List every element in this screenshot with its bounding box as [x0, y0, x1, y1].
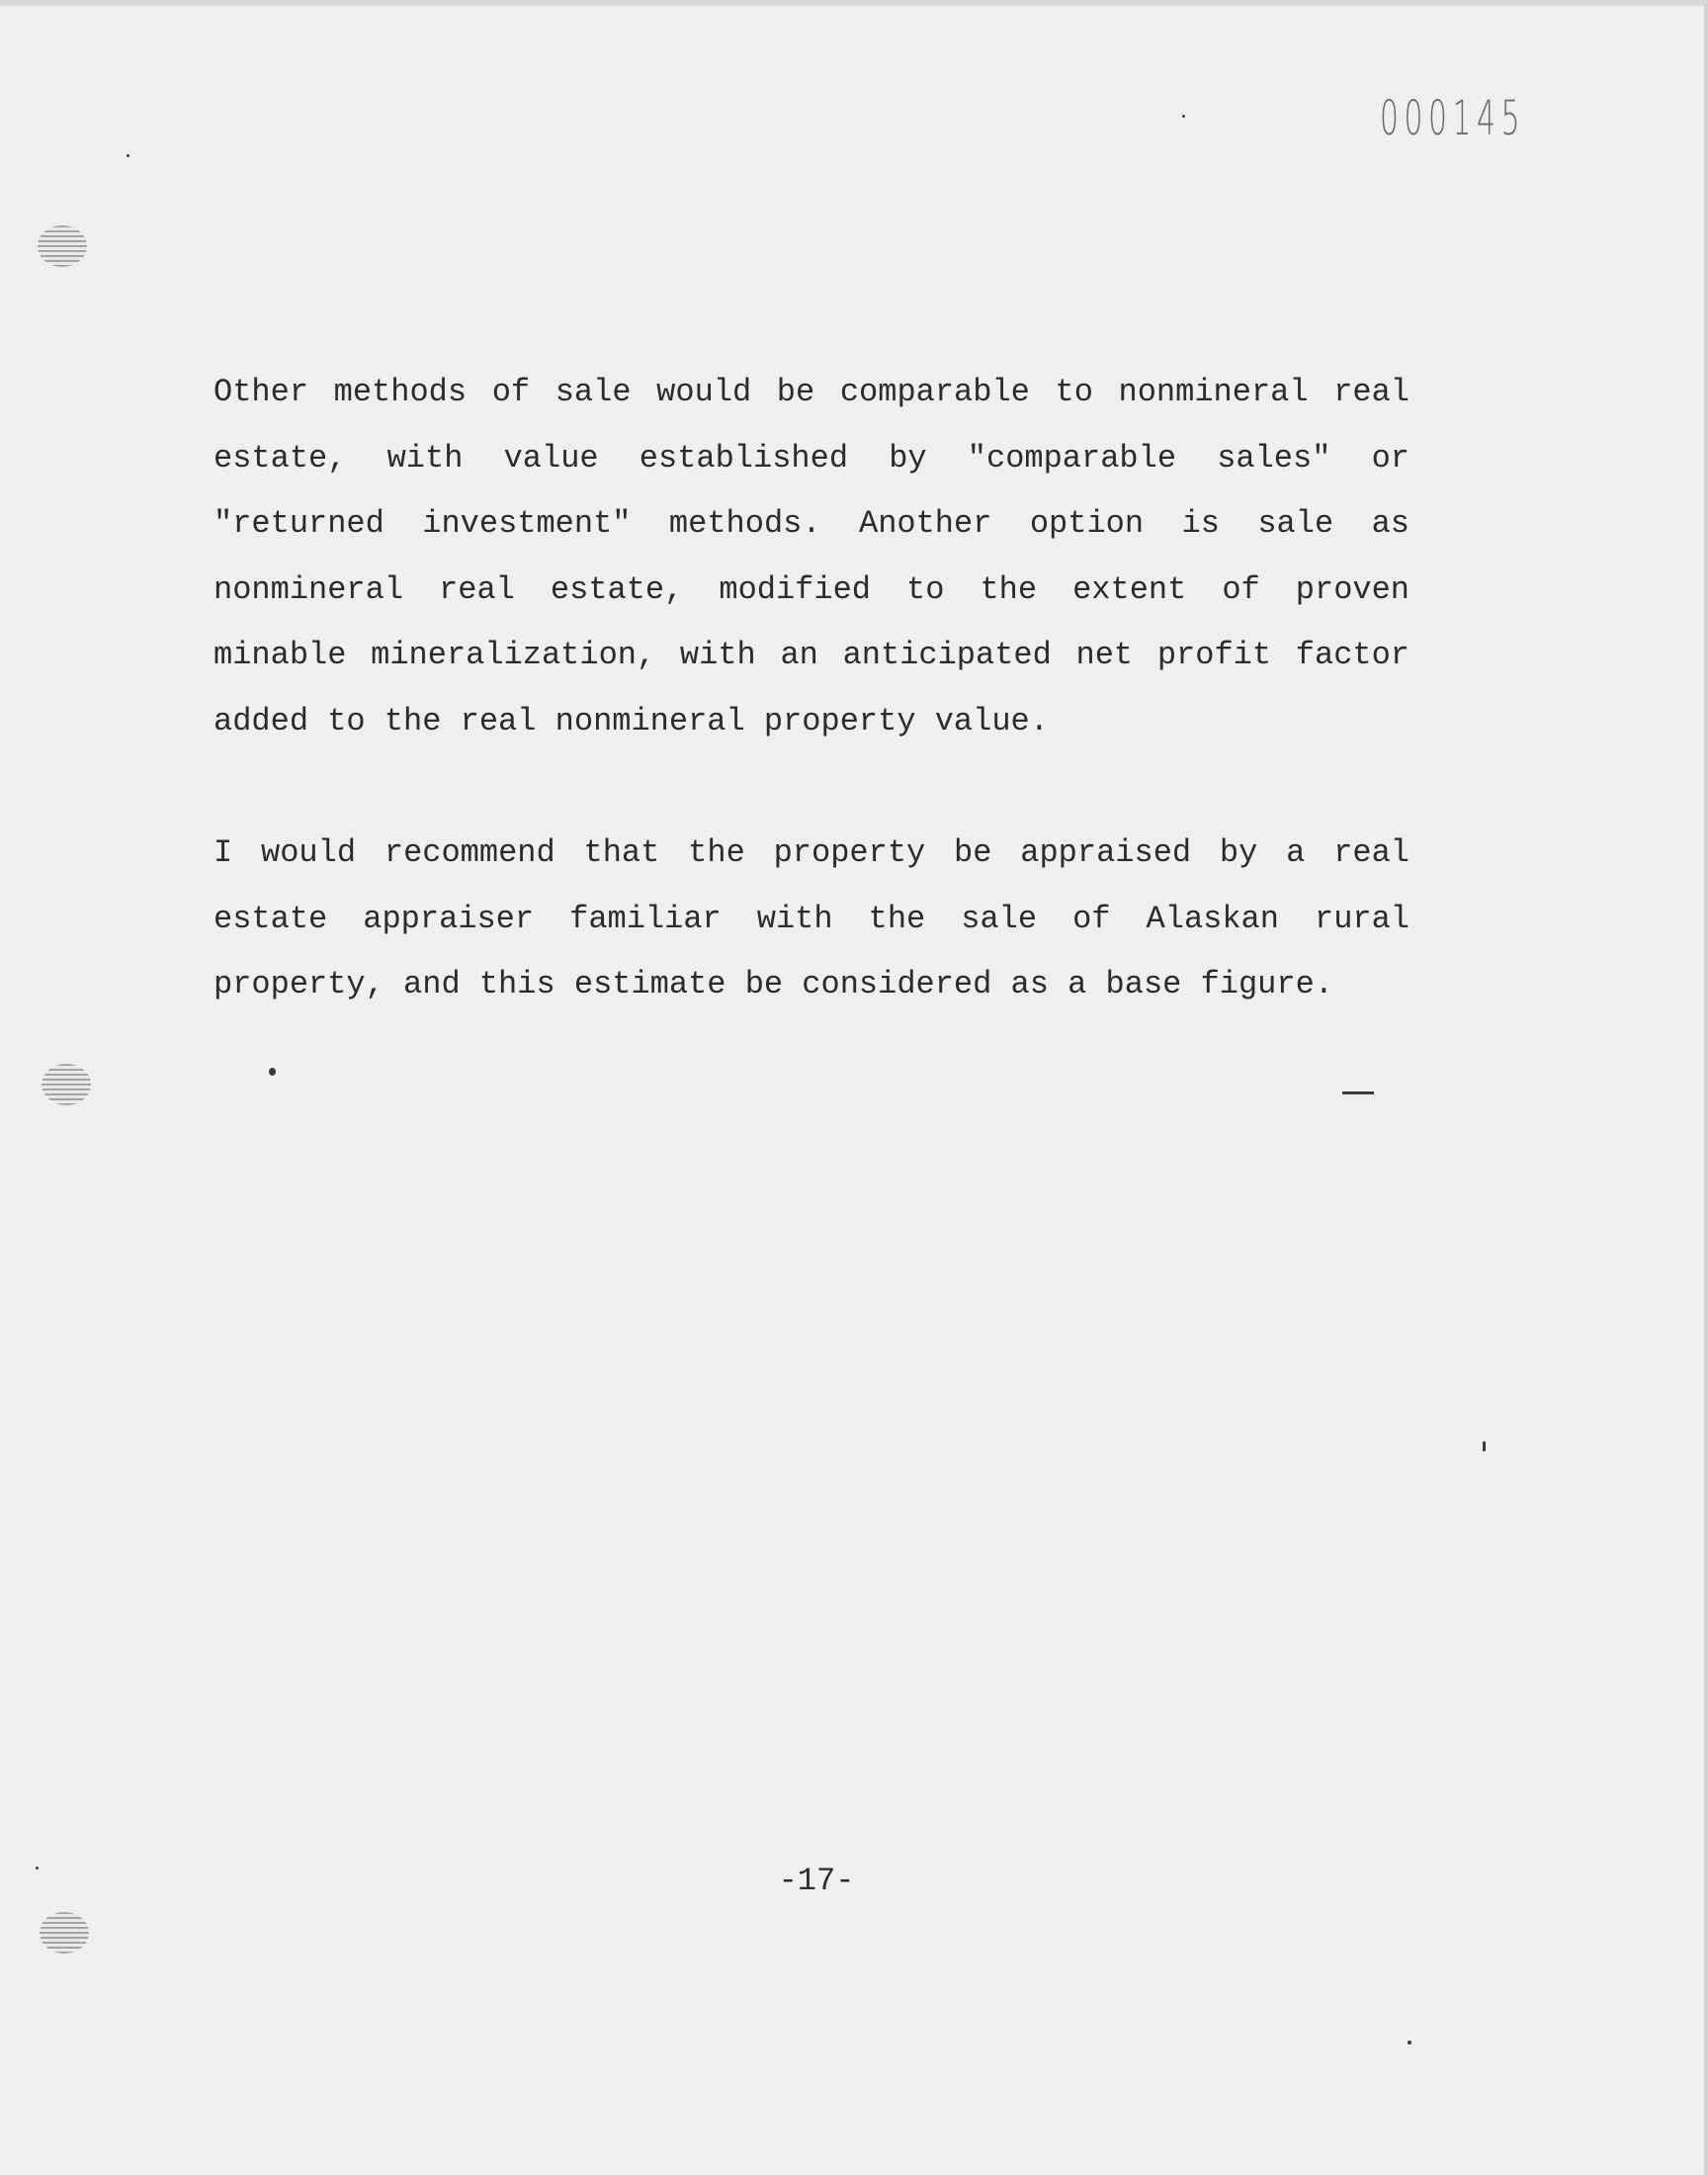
ink-speck — [127, 154, 129, 157]
ink-speck — [269, 1068, 276, 1076]
body-paragraph-2: I would recommend that the property be appraised by a real estate appraiser familiar with the sale of Alaskan rural property, and this estimate be considered as a base figure. — [214, 834, 1409, 1003]
body-paragraph-1: Other methods of sale would be comparable to nonmineral real estate, with value established by "comparable sales" or "returned investment" methods. Another option is sale as nonmineral real estate, modified to the extent of proven minable mineralization, with an anticipated net profit factor added to the real nonmineral property value. — [214, 374, 1409, 740]
punch-hole-icon — [42, 1064, 91, 1105]
ink-speck — [1182, 115, 1185, 118]
punch-hole-icon — [38, 225, 87, 267]
ink-dash — [1342, 1091, 1374, 1094]
bates-number: 000145 — [1380, 91, 1526, 146]
ink-speck — [1483, 1441, 1486, 1451]
ink-speck — [1408, 2041, 1411, 2044]
punch-hole-icon — [40, 1912, 89, 1954]
page-number: -17- — [778, 1863, 855, 1899]
